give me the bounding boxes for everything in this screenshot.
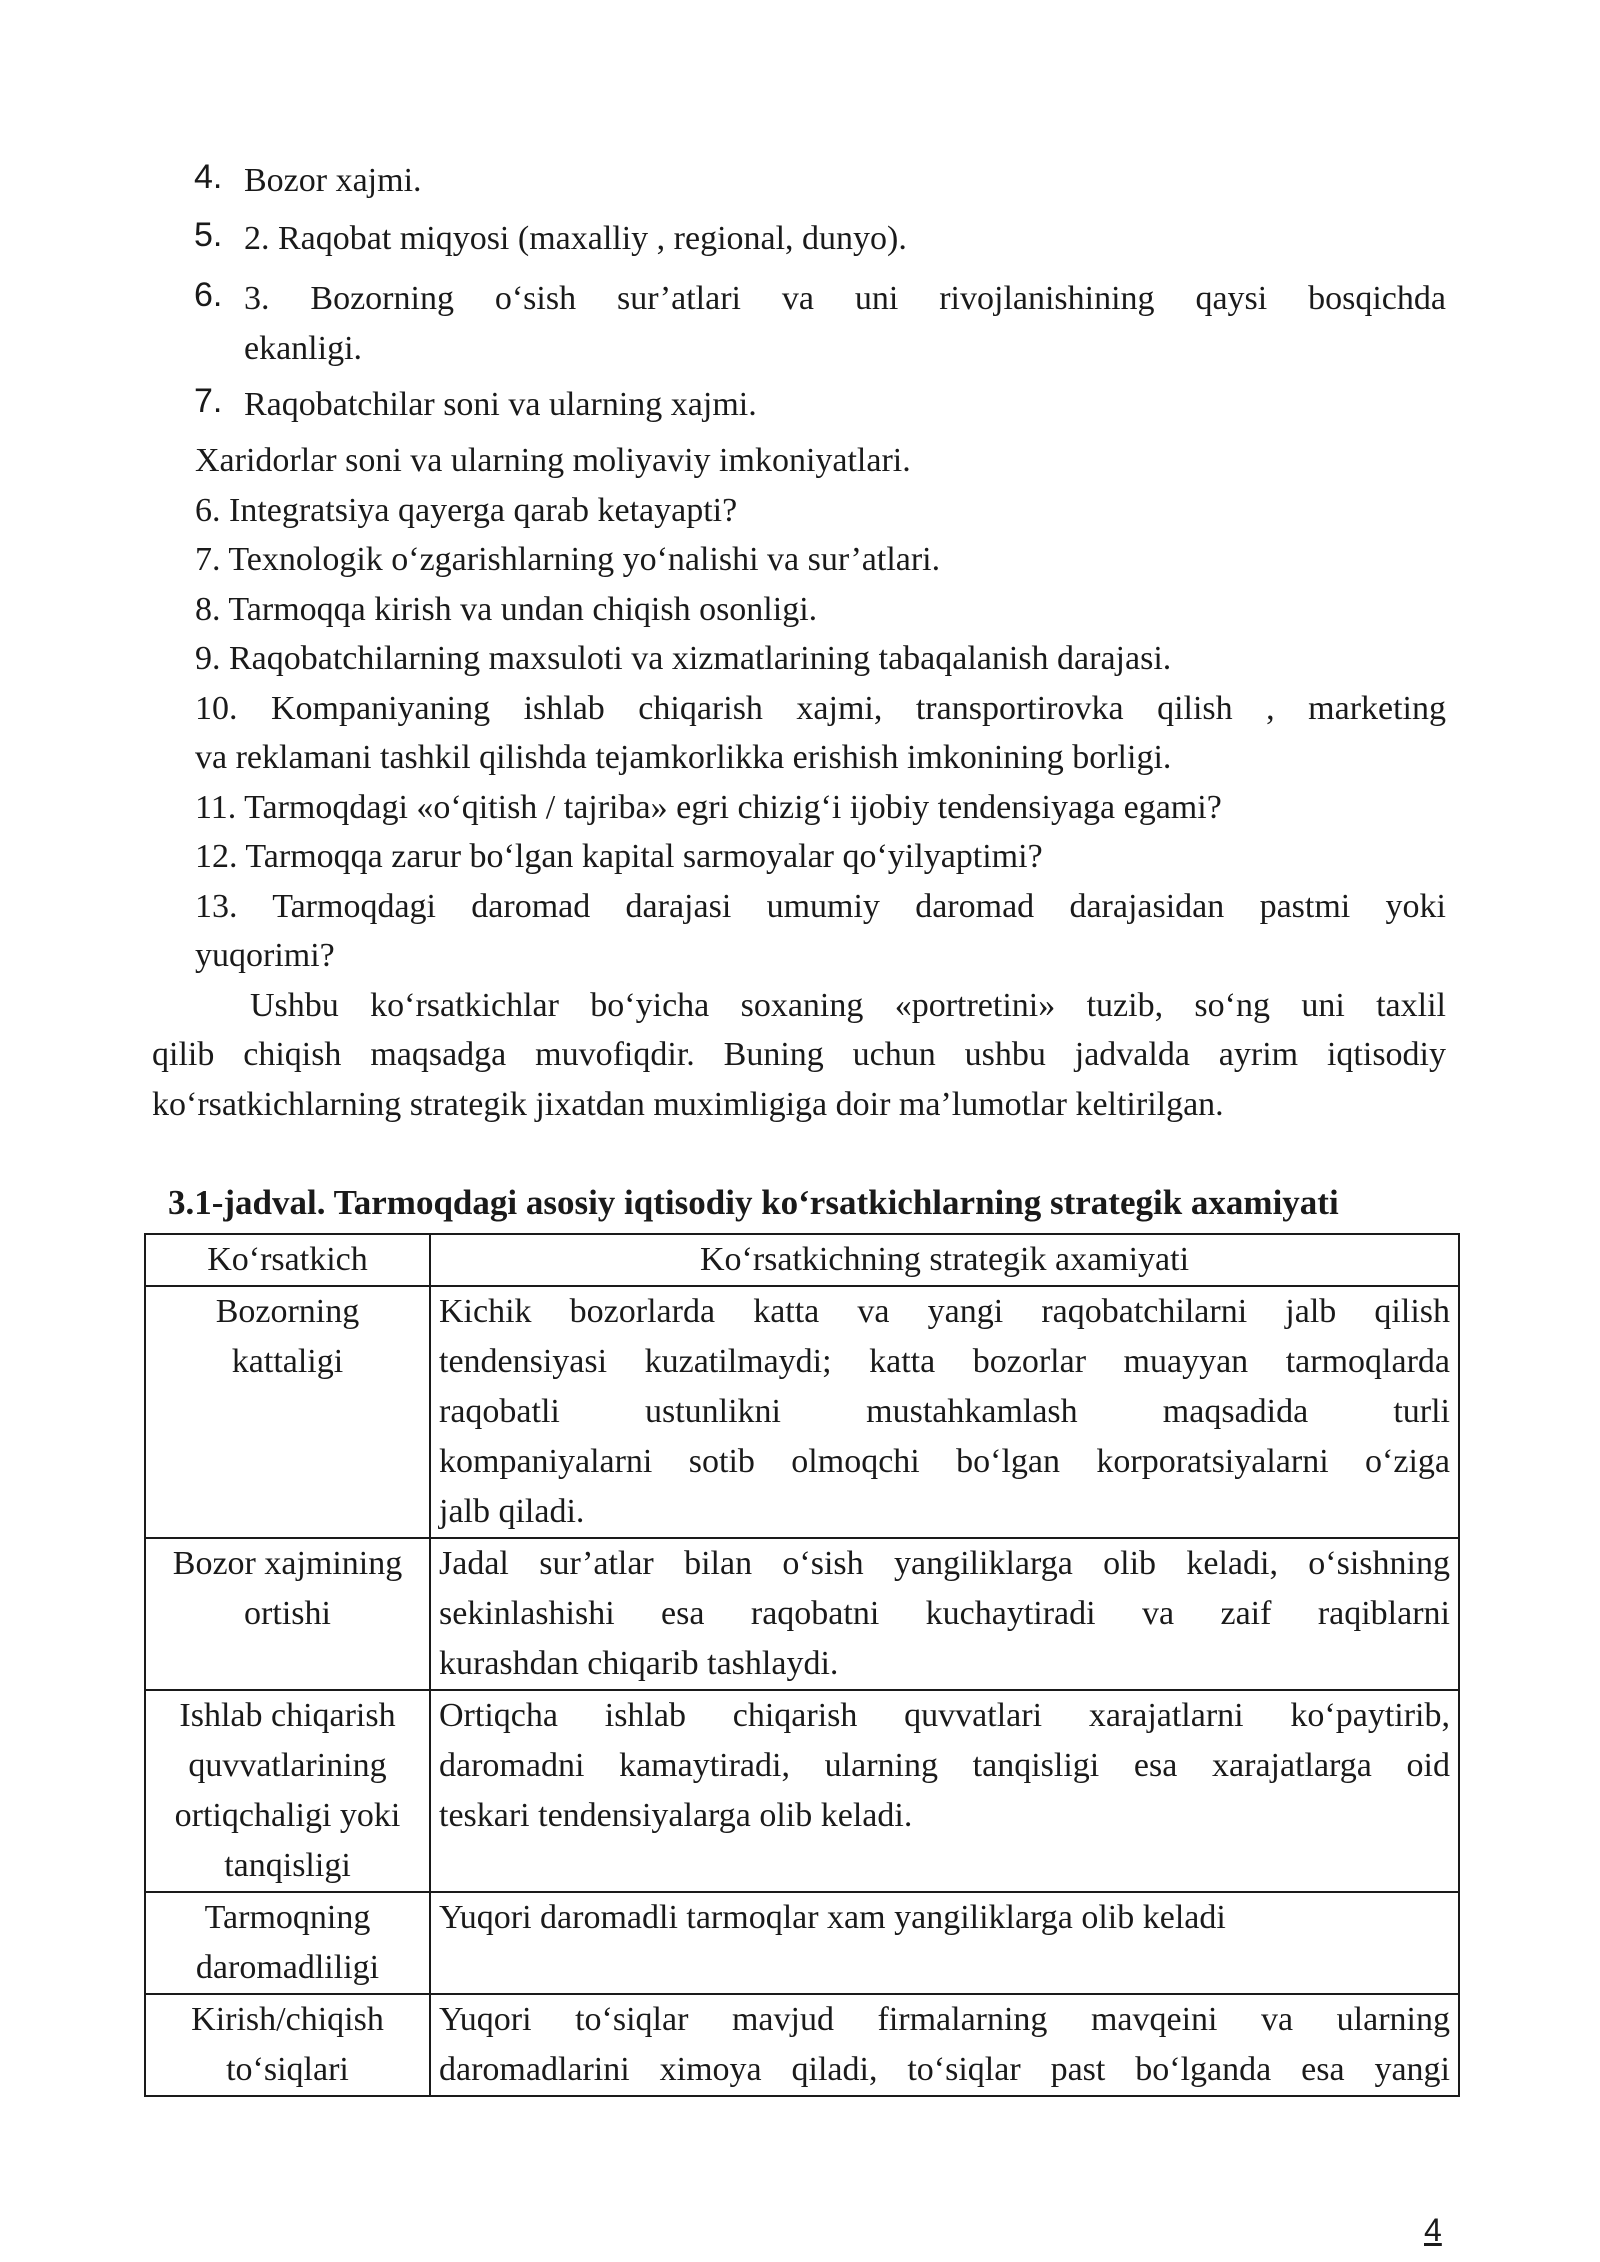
text-line: yuqorimi?: [195, 937, 335, 974]
list-item: 3. Bozorning o‘sish sur’atlari va uni rivojlanishining qaysi bosqichda: [244, 280, 1446, 317]
indicator-line: Kirish/chiqish: [191, 2001, 384, 2038]
meaning-line: sekinlashishi esa raqobatni kuchaytiradi va zaif raqiblarni: [439, 1595, 1450, 1632]
text-line: 13. Tarmoqdagi daromad darajasi umumiy daromad darajasidan pastmi yoki: [195, 888, 1446, 925]
table-row: [145, 1538, 1459, 1690]
indicator-line: Bozorning: [215, 1293, 360, 1330]
text-line: 9. Raqobatchilarning maxsuloti va xizmatlarining tabaqalanish darajasi.: [195, 640, 1172, 677]
text-line: 12. Tarmoqqa zarur bo‘lgan kapital sarmoyalar qo‘yilyaptimi?: [195, 838, 1043, 875]
indicator-line: ortishi: [244, 1595, 331, 1632]
table-header-row: [145, 1234, 1459, 1286]
table-row: [145, 1690, 1459, 1892]
meaning-line: Kichik bozorlarda katta va yangi raqobatchilarni jalb qilish: [439, 1293, 1450, 1330]
indicator-line: Tarmoqning: [204, 1899, 371, 1936]
list-number: 7.: [194, 382, 223, 420]
list-item-continuation: ekanligi.: [244, 330, 363, 367]
paragraph-line: Ushbu ko‘rsatkichlar bo‘yicha soxaning «portretini» tuzib, so‘ng uni taxlil: [250, 987, 1446, 1024]
indicator-line: Ishlab chiqarish: [179, 1697, 396, 1734]
list-item: Bozor xajmi.: [244, 162, 422, 199]
table-header-cell: Ko‘rsatkichning strategik axamiyati: [430, 1234, 1459, 1286]
text-line: 7. Texnologik o‘zgarishlarning yo‘nalishi va sur’atlari.: [195, 541, 941, 578]
list-number: 4.: [194, 158, 223, 196]
table-header-cell: Ko‘rsatkich: [145, 1234, 430, 1286]
indicator-cell: [145, 1286, 430, 1538]
table-caption: 3.1-jadval. Tarmoqdagi asosiy iqtisodiy ko‘rsatkichlarning strategik axamiyati: [168, 1183, 1339, 1222]
text-line: 10. Kompaniyaning ishlab chiqarish xajmi, transportirovka qilish , marketing: [195, 690, 1446, 727]
indicator-cell: [145, 1994, 430, 2096]
meaning-line: daromadlarini ximoya qiladi, to‘siqlar past bo‘lganda esa yangi: [439, 2051, 1450, 2088]
indicator-cell: [145, 1892, 430, 1994]
meaning-line: Ortiqcha ishlab chiqarish quvvatlari xarajatlarni ko‘paytirib,: [439, 1697, 1450, 1734]
meaning-line: kompaniyalarni sotib olmoqchi bo‘lgan korporatsiyalarni o‘ziga: [439, 1443, 1450, 1480]
indicator-line: Bozor xajmining: [172, 1545, 403, 1582]
meaning-cell: [430, 1994, 1459, 2096]
meaning-cell: [430, 1286, 1459, 1538]
meaning-line: daromadni kamaytiradi, ularning tanqisligi esa xarajatlarga oid: [439, 1747, 1450, 1784]
text-line: va reklamani tashkil qilishda tejamkorlikka erishish imkonining borligi.: [195, 739, 1172, 776]
paragraph-line: qilib chiqish maqsadga muvofiqdir. Buning uchun ushbu jadvalda ayrim iqtisodiy: [152, 1036, 1446, 1073]
indicator-line: to‘siqlari: [226, 2051, 349, 2088]
meaning-line: jalb qiladi.: [439, 1493, 585, 1530]
indicator-line: ortiqchaligi yoki: [174, 1797, 401, 1834]
text-line: 8. Tarmoqqa kirish va undan chiqish osonligi.: [195, 591, 818, 628]
meaning-line: raqobatli ustunlikni mustahkamlash maqsadida turli: [439, 1393, 1450, 1430]
meaning-line: Yuqori to‘siqlar mavjud firmalarning mavqeini va ularning: [439, 2001, 1450, 2038]
indicator-line: kattaligi: [231, 1343, 344, 1380]
meaning-line: tendensiyasi kuzatilmaydi; katta bozorlar muayyan tarmoqlarda: [439, 1343, 1450, 1380]
meaning-line: Yuqori daromadli tarmoqlar xam yangiliklarga olib keladi: [439, 1899, 1226, 1936]
indicator-line: quvvatlarining: [188, 1747, 387, 1784]
table-row: [145, 1994, 1459, 2096]
table-row: [145, 1892, 1459, 1994]
meaning-cell: [430, 1690, 1459, 1892]
list-number: 6.: [194, 276, 223, 314]
table-row: [145, 1286, 1459, 1538]
paragraph-line: ko‘rsatkichlarning strategik jixatdan muximligiga doir ma’lumotlar keltirilgan.: [152, 1086, 1224, 1123]
text-line: 6. Integratsiya qayerga qarab ketayapti?: [195, 492, 738, 529]
meaning-line: Jadal sur’atlar bilan o‘sish yangiliklarga olib keladi, o‘sishning: [439, 1545, 1450, 1582]
meaning-line: teskari tendensiyalarga olib keladi.: [439, 1797, 913, 1834]
indicator-cell: [145, 1690, 430, 1892]
list-item: 2. Raqobat miqyosi (maxalliy , regional, dunyo).: [244, 220, 907, 257]
meaning-line: kurashdan chiqarib tashlaydi.: [439, 1645, 839, 1682]
indicator-cell: [145, 1538, 430, 1690]
page-number: 4: [1424, 2212, 1442, 2248]
indicator-line: tanqisligi: [224, 1847, 351, 1884]
meaning-cell: [430, 1538, 1459, 1690]
indicator-line: daromadliligi: [195, 1949, 380, 1986]
list-item: Raqobatchilar soni va ularning xajmi.: [244, 386, 757, 423]
text-line: 11. Tarmoqdagi «o‘qitish / tajriba» egri chizig‘i ijobiy tendensiyaga egami?: [195, 789, 1222, 826]
indicators-table: [144, 1233, 1460, 2097]
text-line: Xaridorlar soni va ularning moliyaviy imkoniyatlari.: [195, 442, 911, 479]
meaning-cell: [430, 1892, 1459, 1994]
list-number: 5.: [194, 216, 223, 254]
